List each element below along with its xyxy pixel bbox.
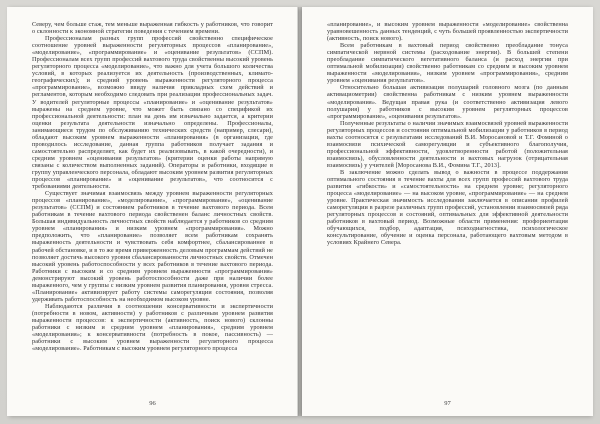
page-number-left: 96 [149,400,156,407]
page-left-text [7,7,298,352]
paragraph: Профессионалам разных групп профессий свойственно специфическое соотношение уровней выраженности регуляторных процессов «планирование», «моделирование», «программирование» и «оценивание результатов» (ССПМ). Профессионалам всех групп профессий вахтового труда свойственны высокий уровень регуляторного процесса «моделирование», что важно для учета большого количества условий, в которых реализуется их деятельность (производственных, климато-географических); и средний уровень выраженности регуляторного процесса «программирование», возможно ввиду наличия прикладных схем действий и регламентов, которым необходимо следовать при реализации профессиональных задач. У водителей регуляторные процессы «планирование» и «оценивание результатов» выражены на среднем уровне, что может быть связано со спецификой их профессиональной деятельности: план на день им изначально задается, а критерии оценки результата деятельности изначально определены. Профессионалы, занимающиеся трудом по обслуживанию технических средств (например, слесари), обладают высоким уровнем выраженности «планирования» (в организации, где проводилось исследование, данная группа работников получает задания и самостоятельно распределяет, как будет их реализовывать, в какой очередности), и средним уровнем «оценивания результатов» (критерии оценки работы напрямую связаны с количеством выполненных заданий). Операторы и работники, входящие в группу управленческого персонала, обладают высоким уровнем развития регуляторных процессов «планирование» и «оценивание результатов», что соотносится с требованиями деятельности. [32,35,273,191]
paragraph: Относительно большая активизация полушарий головного мозга (по данным активациометрии) свойственна работникам с низким уровнем выраженности «моделирования». Ведущая правая рука (и соответственно активизация левого полушария) у работников с высоким уровнем регуляторных процессов «программирование», «оценивания результатов». [327,84,568,120]
page-number-right: 97 [444,400,451,407]
paragraph: Наблюдаются различия в соотношении консервативности и экспертичности (потребности в новом, активности) у работников с различным уровнем развития выраженности процессов: к экспертичности (активность, поиск нового) склонны работники с низким и средним уровнем «планирования», средним уровнем «моделирования»; к консервативности (потребность в покое, пассивность) — работники с высоким уровнем выраженности регуляторного процесса «моделирование». Работникам с высоким уровнем регуляторного процесса [32,302,273,353]
page-right [302,7,593,416]
paragraph: Полученные результаты о наличии значимых взаимосвязей уровней выраженности регуляторных процессов и состояния оптимальной мобилизации у работников в период вахты соотносятся с результатами исследований В.И. Моросановой и Т.Г. Фоминой о взаимосвязи психической саморегуляции и субъективного благополучия, профессиональной эффективности, удовлетворенности работой (положительная взаимосвязь), обусловленности деятельности и вахтовых нагрузок (отрицательная взаимосвязь) у учителей [Моросанова В.И., Фомина Т.Г., 2013]. [327,119,568,169]
paragraph: В заключение можно сделать вывод о важности в процессе поддержания оптимального состояния в течение вахты для всех групп профессий вахтового труда развития «гибкости» и «самостоятельности» на среднем уровне; регуляторного процесса «моделирование» — на высоком уровне, «программирование» — на среднем уровне. Практическая значимость исследования заключается в описании профилей саморегуляции в разрезе различных групп профессий, установлении взаимосвязей ряда регуляторных процессов и состояний, оптимальных для эффективной деятельности работников в вахтовый период. Возможные области применения: профориентация обучающихся, подбор, адаптация, психодиагностика, психологическое консультирование, обучение и оценка персонала, работающего вахтовым методом в условиях Крайнего Севера. [327,168,568,247]
paragraph: Всем работникам в вахтовый период свойственно преобладание тонуса симпатической нервной системы (расходование энергии). В большей степени преобладание симпатического вегетативного баланса (и расход энергии при оптимальной мобилизации) свойственно работникам со средним и высоким уровнем выраженности «моделирования», низким уровнем «программирования», средним уровнем «оценивания результатов». [327,42,568,85]
paragraph: Существует значимая взаимосвязь между уровнем выраженности регуляторных процессов «планирование», «моделирование», «программирование», «оценивание результатов» (ССПМ) и состоянием работников в течение вахтового периода. Всем работникам в течение вахтового периода свойственен баланс личностных свойств. Большая индивидуальность личностных свойств наблюдается у работников со средним уровнем «планирования» и низким уровнем «программирования». Можно предположить, что «планирование» позволяет всем работникам сохранять выраженность деятельности и чувствовать себя комфортнее, сбалансированнее в рабочей обстановке, и в то же время приверженность деловым программам действий не позволяет достичь высокого уровня сбалансированности личностных свойств. Отмечен высокий уровень работоспособности у всех работников в течение вахтового периода. Работники с высоким и со средним уровнем выраженности «программирования» демонстрируют высокий уровень работоспособности даже при наличии более выраженного, чем у группы с низким уровнем развития планирования, уровня стресса. «Планирование» активизирует работу системы саморегуляции состояния, позволяя удерживать работоспособность на необходимом высоком уровне. [32,190,273,303]
paragraph: «планирование», и высоким уровнем выраженности «моделирование» свойственна уравновешенность данных тенденций, с чуть большей проявленностью экспертичности (активность, поиск нового). [327,21,568,43]
page-right-text [302,7,593,247]
page-left [7,7,298,416]
paragraph: Северу, чем больше стаж, тем меньше выраженная гибкость у работников, что говорит о склонности к экономной стратегии поведения с течением времени. [32,21,273,36]
